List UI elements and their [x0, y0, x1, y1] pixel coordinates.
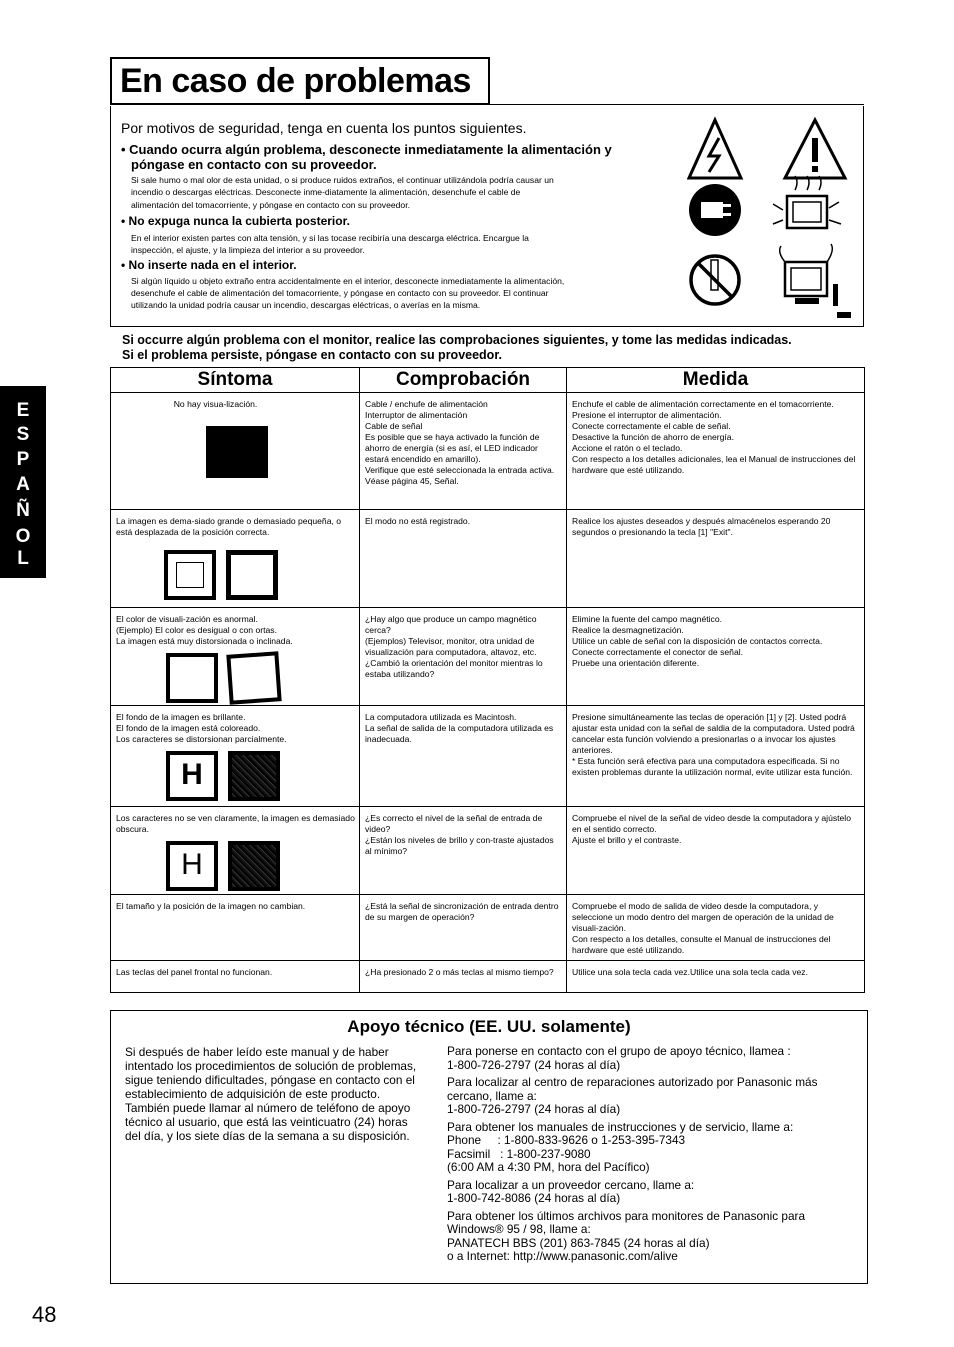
large-image-illustration: [226, 550, 278, 600]
troubleshoot-intro-l2: Si el problema persiste, póngase en contacto con su proveedor.: [122, 348, 502, 362]
side-tab-letter: A: [16, 474, 30, 495]
monitor-smoke-icon: [773, 176, 841, 228]
check-cell: ¿Está la señal de sincronización de entrada dentro de su margen de operación?: [360, 895, 567, 961]
support-right-text: [447, 1045, 862, 1268]
small-image-illustration: [164, 550, 216, 600]
item1-body-l2: incendio o descargas eléctricas. Desconecte inme-diatamente la alimentación, desenchufe el cable de: [131, 187, 521, 197]
side-tab-letter: S: [16, 424, 30, 445]
header-check: Comprobación: [360, 368, 567, 393]
table-row: [111, 895, 865, 961]
symptom-cell: [111, 393, 360, 510]
support-paragraph: Para obtener los últimos archivos para monitores de Panasonic para Windows® 95 / 98, llame a: PANATECH BBS (201) 863-7845 (24 horas al día) o a Internet: http://www.panasonic.com/alive: [447, 1208, 806, 1263]
symptom-cell: [111, 706, 360, 807]
dim-h-illustration: H: [166, 841, 218, 891]
item1-title-l2: póngase en contacto con su proveedor.: [131, 157, 377, 172]
check-cell: Cable / enchufe de alimentación Interruptor de alimentación Cable de señal Es posible que se haya activado la función de ahorro de energía (si es así, el LED indicador estará encendido en amarillo). Verifique que esté seleccionada la entrada activa. Véase página 45, Señal.: [360, 393, 567, 510]
color-distortion-illustration: [166, 653, 218, 703]
symptom-cell: [111, 807, 360, 895]
title-rule: [110, 104, 864, 105]
item3-body-l2: desenchufe el cable de alimentación del tomacorriente, y póngase en contacto con su proveedor. El continuar: [131, 288, 549, 298]
check-cell: El modo no está registrado.: [360, 510, 567, 608]
unplug-icon: [689, 184, 741, 236]
table-row: [111, 961, 865, 993]
check-cell: ¿Hay algo que produce un campo magnético cerca? (Ejemplos) Televisor, monitor, otra unidad de visualización para computadora, altavoz, etc. ¿Cambió la orientación del monitor mientras lo estaba utilizando?: [360, 608, 567, 706]
table-row: [111, 510, 865, 608]
blank-screen-illustration: [206, 426, 268, 478]
item3-title: • No inserte nada en el interior.: [121, 258, 297, 272]
support-paragraph: Para ponerse en contacto con el grupo de apoyo técnico, llamea : 1-800-726-2797 (24 horas al día): [447, 1044, 791, 1072]
item3-body-l3: utilizando la unidad podría causar un incendio, descargas eléctricas, o averías en la misma.: [131, 300, 481, 310]
item2-body-l1: En el interior existen partes con alta tensión, y si las tocase recibiría una descarga eléctrica. Encargue la: [131, 233, 529, 243]
symptom-text: Los caracteres no se ven claramente, la imagen es demasiado obscura.: [116, 813, 355, 834]
sharp-h-illustration: H: [166, 751, 218, 801]
page-title-box: [110, 57, 490, 105]
symptom-text: El color de visuali-zación es anormal. (Ejemplo) El color es desigual o con ortas. La imagen está muy distorsionada o inclinada.: [116, 614, 293, 646]
table-row: [111, 706, 865, 807]
page-title: En caso de problemas: [120, 62, 471, 100]
action-cell: Realice los ajustes deseados y después almacénelos esperando 20 segundos o presionando la tecla [1] "Exit".: [567, 510, 865, 608]
table-header-row: [111, 368, 865, 393]
check-cell: La computadora utilizada es Macintosh. La señal de salida de la computadora utilizada es inadecuada.: [360, 706, 567, 807]
header-action: Medida: [567, 368, 865, 393]
table-row: [111, 807, 865, 895]
item2-body-l2: inspección, el ajuste, y la limpieza del interior a su proveedor.: [131, 245, 365, 255]
action-cell: Enchufe el cable de alimentación correctamente en el tomacorriente. Presione el interruptor de alimentación. Conecte correctamente el cable de señal. Desactive la función de ahorro de energía. Accione el ratón o el teclado. Con respecto a los detalles adicionales, lea el Manual de instrucciones del hardware que esté utilizando.: [567, 393, 865, 510]
header-symptom: Síntoma: [111, 368, 360, 393]
monitor-insert-icon: [780, 244, 851, 318]
side-tab-letter: O: [15, 526, 31, 547]
page-number: 48: [32, 1302, 57, 1327]
language-side-tab: [0, 386, 46, 578]
action-cell: Presione simultáneamente las teclas de operación [1] y [2]. Usted podrá ajustar esta unidad con la señal de saldia de la computadora. Usted podrá cancelar esta función volviendo a presionarlas o a invocar los ajustes anteriores. * Esta función será efectiva para una computadora especificada. Si no existen problemas durante la utilización normal, evite utilizar esta función.: [567, 706, 865, 807]
item3-body-l1: Si algún líquido u objeto extraño entra accidentalmente en el interior, desconecte inmediatamente la alimentación,: [131, 276, 565, 286]
tilted-image-illustration: [226, 651, 281, 705]
table-row: [111, 393, 865, 510]
no-insert-icon: [691, 256, 739, 304]
safety-intro: Por motivos de seguridad, tenga en cuenta los puntos siguientes.: [121, 120, 527, 136]
action-cell: Elimine la fuente del campo magnético. Realice la desmagnetización. Utilice un cable de señal con la disposición de contactos correcta. Conecte correctamente el conector de señal. Pruebe una orientación diferente.: [567, 608, 865, 706]
noisy-screen-illustration: [228, 751, 280, 801]
symptom-cell: [111, 608, 360, 706]
item1-title-l1: • Cuando ocurra algún problema, desconecte inmediatamente la alimentación y: [121, 142, 612, 157]
troubleshooting-table: [110, 367, 865, 993]
support-paragraph: Para localizar a un proveedor cercano, llame a: 1-800-742-8086 (24 horas al día): [447, 1177, 695, 1205]
item1-body-l1: Si sale humo o mal olor de esta unidad, o si produce ruidos extraños, el continuar utilizándola podría causar un: [131, 175, 554, 185]
symptom-text: La imagen es dema-siado grande o demasiado pequeña, o está desplazada de la posición correcta.: [116, 516, 342, 537]
support-left-text: Si después de haber leído este manual y de haber intentado los procedimientos de solución de problemas, sigue teniendo dificultades, póngase en contacto con el establecimiento de adquisición de este producto. También puede llamar al número de teléfono de apoyo técnico al usuario, que está las veinticuatro (24) horas del día, y los siete días de la semana a su disposición.: [125, 1045, 417, 1143]
side-tab-letter: Ñ: [16, 500, 30, 521]
symptom-cell: El tamaño y la posición de la imagen no cambian.: [111, 895, 360, 961]
troubleshoot-intro-l1: Si occurre algún problema con el monitor, realice las comprobaciones siguientes, y tome las medidas indicadas.: [122, 333, 792, 347]
safety-box: [110, 106, 864, 327]
caution-warning-icon: [785, 120, 845, 178]
item2-title: • No expuga nunca la cubierta posterior.: [121, 214, 350, 228]
support-box: [110, 1010, 868, 1284]
action-cell: Compruebe el nivel de la señal de video desde la computadora y ajústelo en el sentido correcto. Ajuste el brillo y el contraste.: [567, 807, 865, 895]
table-row: [111, 608, 865, 706]
action-cell: Utilice una sola tecla cada vez.Utilice una sola tecla cada vez.: [567, 961, 865, 993]
symptom-text: El fondo de la imagen es brillante. El fondo de la imagen está coloreado. Los caracteres se distorsionan parcialmente.: [116, 712, 287, 744]
electric-warning-icon: [689, 120, 741, 178]
side-tab-letter: E: [16, 400, 30, 421]
dark-screen-illustration: [228, 841, 280, 891]
symptom-cell: [111, 510, 360, 608]
support-paragraph: Para localizar al centro de reparaciones autorizado por Panasonic más cercano, llame a: 1-800-726-2797 (24 horas al día): [447, 1075, 818, 1116]
symptom-cell: Las teclas del panel frontal no funcionan.: [111, 961, 360, 993]
support-paragraph: Para obtener los manuales de instrucciones y de servicio, llame a: Phone : 1-800-833-9626 o 1-253-395-7343 Facsimil : 1-800-237-9080 (6:00 AM a 4:30 PM, hora del Pacífico): [447, 1119, 794, 1174]
action-cell: Compruebe el modo de salida de video desde la computadora, y seleccione un modo dentro del margen de operación de la unidad de visuali-zación. Con respecto a los detalles, consulte el Manual de instrucciones del hardware que esté utilizando.: [567, 895, 865, 961]
support-title: Apoyo técnico (EE. UU. solamente): [347, 1017, 631, 1036]
check-cell: ¿Es correcto el nivel de la señal de entrada de video? ¿Están los niveles de brillo y con-traste ajustados al mínimo?: [360, 807, 567, 895]
side-tab-letter: L: [17, 548, 29, 569]
warning-illustrations: [687, 112, 857, 322]
side-tab-letter: P: [16, 449, 30, 470]
troubleshoot-intro: [122, 333, 862, 363]
item1-body-l3: alimentación del tomacorriente, y póngase en contacto con su proveedor.: [131, 200, 410, 210]
symptom-text: No hay visua-lización.: [173, 399, 258, 409]
check-cell: ¿Ha presionado 2 o más teclas al mismo tiempo?: [360, 961, 567, 993]
